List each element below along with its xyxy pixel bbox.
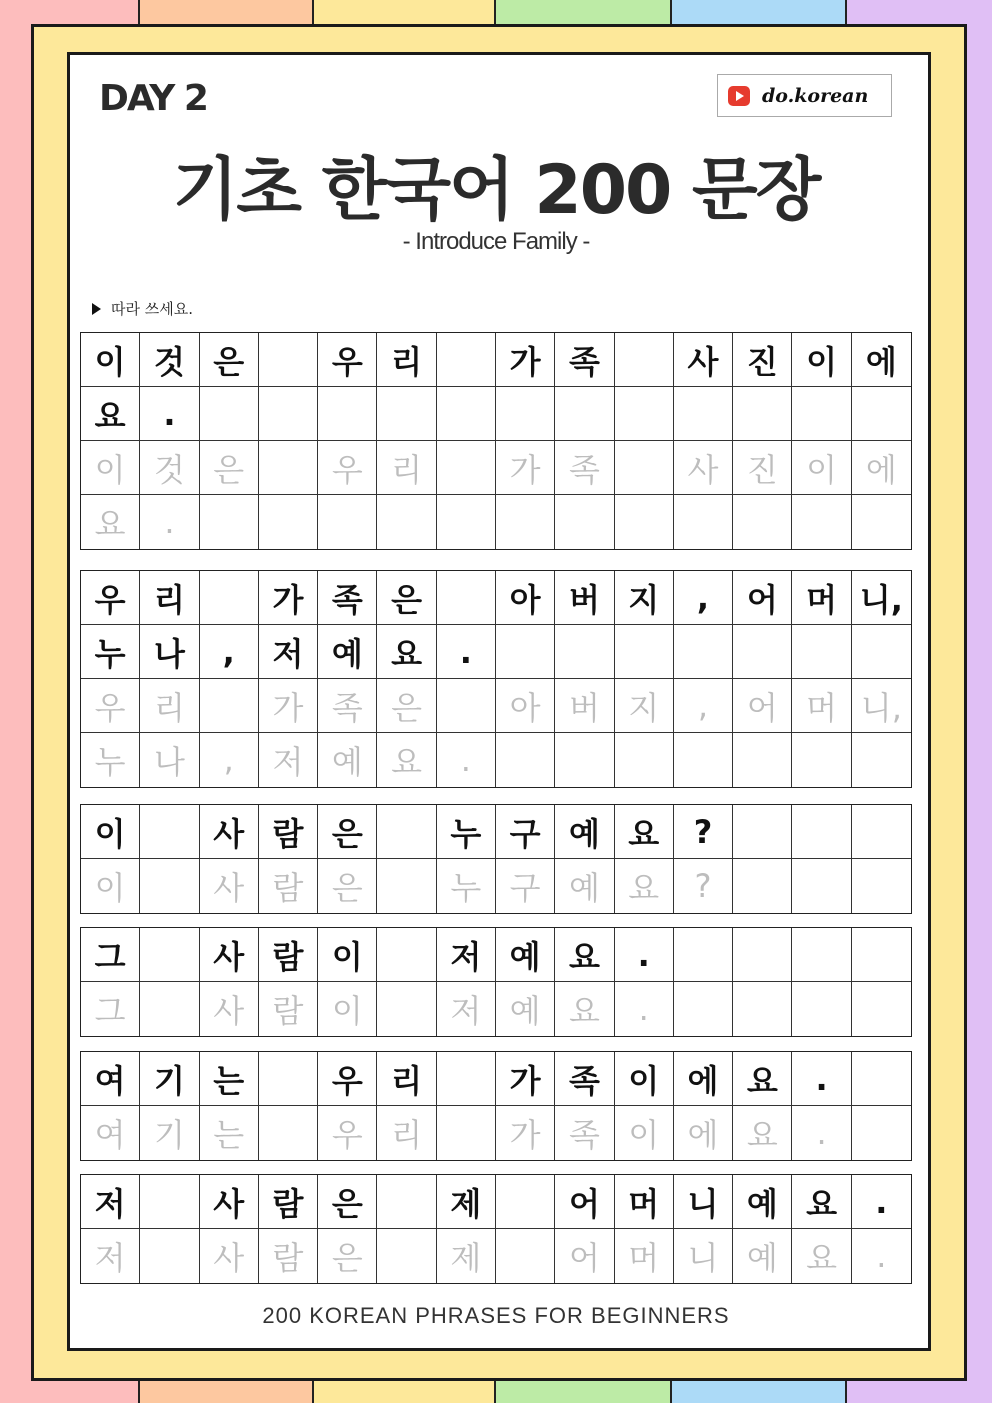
triangle-right-icon (92, 303, 101, 315)
trace-cell[interactable]: 머 (615, 1229, 674, 1283)
model-cell[interactable] (140, 805, 199, 859)
model-cell[interactable]: 예 (555, 805, 614, 859)
youtube-play-icon (728, 86, 750, 106)
trace-cell[interactable]: 저 (437, 982, 496, 1036)
model-cell[interactable]: 이 (81, 333, 140, 387)
model-cell[interactable] (615, 333, 674, 387)
trace-cell[interactable]: 저 (81, 1229, 140, 1283)
model-cell[interactable] (437, 333, 496, 387)
model-cell[interactable]: 요 (377, 625, 436, 679)
model-cell[interactable]: 리 (377, 333, 436, 387)
trace-cell[interactable]: 이 (318, 982, 377, 1036)
trace-cell[interactable]: 저 (259, 733, 318, 787)
model-cell[interactable] (140, 928, 199, 982)
model-cell[interactable] (615, 387, 674, 441)
model-cell[interactable]: 이 (318, 928, 377, 982)
trace-cell[interactable]: 예 (555, 859, 614, 913)
trace-cell[interactable] (733, 495, 792, 549)
model-cell[interactable]: 진 (733, 333, 792, 387)
trace-cell[interactable]: 요 (615, 859, 674, 913)
model-cell[interactable] (674, 387, 733, 441)
model-cell[interactable]: 리 (377, 1052, 436, 1106)
model-cell[interactable] (437, 387, 496, 441)
trace-cell[interactable] (259, 495, 318, 549)
model-cell[interactable] (496, 625, 555, 679)
trace-cell[interactable]: 요 (792, 1229, 851, 1283)
trace-cell[interactable]: 제 (437, 1229, 496, 1283)
trace-cell[interactable]: 에 (852, 441, 911, 495)
trace-cell[interactable]: 니, (852, 679, 911, 733)
model-cell[interactable] (496, 1175, 555, 1229)
model-cell[interactable]: . (437, 625, 496, 679)
model-cell[interactable] (259, 387, 318, 441)
trace-cell[interactable]: 기 (140, 1106, 199, 1160)
model-cell[interactable] (733, 387, 792, 441)
model-cell[interactable]: 에 (674, 1052, 733, 1106)
model-cell[interactable]: 은 (318, 805, 377, 859)
trace-cell[interactable] (496, 495, 555, 549)
model-cell[interactable]: 버 (555, 571, 614, 625)
trace-cell[interactable]: 사 (200, 1229, 259, 1283)
trace-cell[interactable] (852, 733, 911, 787)
trace-cell[interactable] (852, 495, 911, 549)
trace-cell[interactable] (496, 1229, 555, 1283)
trace-cell[interactable]: 지 (615, 679, 674, 733)
trace-cell[interactable] (377, 982, 436, 1036)
trace-cell[interactable]: 아 (496, 679, 555, 733)
page-subtitle: - Introduce Family - (402, 228, 590, 255)
model-cell[interactable]: 사 (200, 805, 259, 859)
model-cell[interactable]: 이 (792, 333, 851, 387)
model-cell[interactable]: 나 (140, 625, 199, 679)
model-cell[interactable]: 이 (615, 1052, 674, 1106)
model-cell[interactable]: 그 (81, 928, 140, 982)
trace-cell[interactable]: 진 (733, 441, 792, 495)
model-cell[interactable] (318, 387, 377, 441)
model-cell[interactable]: 여 (81, 1052, 140, 1106)
model-cell[interactable] (555, 387, 614, 441)
model-cell[interactable]: 것 (140, 333, 199, 387)
model-cell[interactable]: . (792, 1052, 851, 1106)
model-cell[interactable]: 우 (318, 333, 377, 387)
trace-cell[interactable]: 가 (496, 1106, 555, 1160)
model-cell[interactable]: , (200, 625, 259, 679)
trace-cell[interactable]: 람 (259, 1229, 318, 1283)
model-cell[interactable] (733, 928, 792, 982)
trace-cell[interactable]: 이 (792, 441, 851, 495)
trace-cell[interactable]: 누 (437, 859, 496, 913)
trace-cell[interactable]: 족 (318, 679, 377, 733)
instruction-text: 따라 쓰세요. (111, 300, 193, 318)
trace-cell[interactable] (140, 982, 199, 1036)
trace-cell[interactable] (437, 1106, 496, 1160)
model-cell[interactable] (437, 571, 496, 625)
model-cell[interactable]: 니, (852, 571, 911, 625)
trace-cell[interactable]: . (140, 495, 199, 549)
model-cell[interactable]: 는 (200, 1052, 259, 1106)
trace-cell[interactable]: 은 (318, 859, 377, 913)
trace-cell[interactable] (377, 1229, 436, 1283)
trace-cell[interactable]: 어 (733, 679, 792, 733)
trace-cell[interactable] (555, 495, 614, 549)
trace-cell[interactable]: 그 (81, 982, 140, 1036)
trace-cell[interactable]: 나 (140, 733, 199, 787)
trace-cell[interactable]: 요 (377, 733, 436, 787)
model-cell[interactable]: 머 (615, 1175, 674, 1229)
trace-cell[interactable]: 우 (318, 1106, 377, 1160)
trace-cell[interactable] (852, 1106, 911, 1160)
trace-cell[interactable]: 우 (81, 679, 140, 733)
footer-text: 200 KOREAN PHRASES FOR BEGINNERS (262, 1303, 730, 1328)
model-cell[interactable]: 어 (733, 571, 792, 625)
model-cell[interactable]: 예 (733, 1175, 792, 1229)
model-cell[interactable] (852, 928, 911, 982)
trace-cell[interactable]: 가 (259, 679, 318, 733)
model-cell[interactable] (674, 928, 733, 982)
sentence-grid-2 (80, 570, 912, 788)
model-cell[interactable]: 우 (81, 571, 140, 625)
model-cell[interactable] (792, 805, 851, 859)
model-cell[interactable]: 은 (200, 333, 259, 387)
trace-cell[interactable]: 리 (377, 441, 436, 495)
sentence-grid-1 (80, 332, 912, 550)
model-cell[interactable] (792, 387, 851, 441)
model-cell[interactable]: 기 (140, 1052, 199, 1106)
model-cell[interactable]: 누 (437, 805, 496, 859)
trace-cell[interactable]: 이 (81, 859, 140, 913)
trace-cell[interactable]: 는 (200, 1106, 259, 1160)
trace-cell[interactable]: 누 (81, 733, 140, 787)
trace-cell[interactable]: 사 (674, 441, 733, 495)
sentence-grid-6 (80, 1174, 912, 1284)
trace-cell[interactable] (259, 1106, 318, 1160)
model-cell[interactable]: 사 (200, 1175, 259, 1229)
model-cell[interactable]: 요 (555, 928, 614, 982)
trace-cell[interactable] (259, 441, 318, 495)
trace-cell[interactable]: 여 (81, 1106, 140, 1160)
trace-cell[interactable]: . (792, 1106, 851, 1160)
trace-cell[interactable] (437, 495, 496, 549)
model-cell[interactable] (615, 625, 674, 679)
trace-cell[interactable]: 구 (496, 859, 555, 913)
model-cell[interactable] (852, 1052, 911, 1106)
trace-cell[interactable] (318, 495, 377, 549)
model-cell[interactable]: 람 (259, 805, 318, 859)
model-cell[interactable]: 족 (555, 1052, 614, 1106)
trace-cell[interactable] (733, 859, 792, 913)
trace-cell[interactable]: 람 (259, 982, 318, 1036)
trace-cell[interactable] (200, 495, 259, 549)
trace-cell[interactable]: 은 (200, 441, 259, 495)
trace-cell[interactable]: 예 (496, 982, 555, 1036)
model-cell[interactable]: , (674, 571, 733, 625)
trace-cell[interactable]: , (674, 679, 733, 733)
model-cell[interactable] (377, 1175, 436, 1229)
trace-cell[interactable] (852, 982, 911, 1036)
model-cell[interactable]: 제 (437, 1175, 496, 1229)
trace-cell[interactable]: 사 (200, 982, 259, 1036)
sentence-grid-3 (80, 804, 912, 914)
trace-cell[interactable]: 어 (555, 1229, 614, 1283)
model-cell[interactable] (259, 1052, 318, 1106)
model-cell[interactable]: 지 (615, 571, 674, 625)
model-cell[interactable] (852, 387, 911, 441)
model-cell[interactable]: 사 (200, 928, 259, 982)
brand-name: do.korean (762, 84, 869, 107)
model-cell[interactable]: 누 (81, 625, 140, 679)
trace-cell[interactable] (615, 733, 674, 787)
instruction (92, 298, 193, 319)
model-cell[interactable]: 예 (318, 625, 377, 679)
model-cell[interactable] (792, 928, 851, 982)
trace-cell[interactable] (437, 679, 496, 733)
trace-cell[interactable]: 예 (318, 733, 377, 787)
model-cell[interactable]: 람 (259, 1175, 318, 1229)
model-cell[interactable] (852, 625, 911, 679)
trace-cell[interactable]: 이 (615, 1106, 674, 1160)
trace-cell[interactable] (140, 1229, 199, 1283)
model-cell[interactable]: . (140, 387, 199, 441)
model-cell[interactable]: 리 (140, 571, 199, 625)
model-cell[interactable] (496, 387, 555, 441)
model-cell[interactable]: 어 (555, 1175, 614, 1229)
model-cell[interactable]: 에 (852, 333, 911, 387)
model-cell[interactable]: 저 (81, 1175, 140, 1229)
model-cell[interactable]: 요 (81, 387, 140, 441)
model-cell[interactable] (200, 387, 259, 441)
trace-cell[interactable] (615, 441, 674, 495)
model-cell[interactable]: 이 (81, 805, 140, 859)
model-cell[interactable] (200, 571, 259, 625)
trace-cell[interactable]: 람 (259, 859, 318, 913)
model-cell[interactable] (259, 333, 318, 387)
model-cell[interactable]: 가 (496, 333, 555, 387)
trace-cell[interactable]: . (615, 982, 674, 1036)
trace-cell[interactable]: 은 (377, 679, 436, 733)
model-cell[interactable] (377, 805, 436, 859)
trace-cell[interactable]: 것 (140, 441, 199, 495)
trace-cell[interactable]: 이 (81, 441, 140, 495)
model-cell[interactable]: 예 (496, 928, 555, 982)
trace-cell[interactable] (792, 733, 851, 787)
trace-cell[interactable]: 요 (555, 982, 614, 1036)
trace-cell[interactable]: 우 (318, 441, 377, 495)
trace-cell[interactable]: 예 (733, 1229, 792, 1283)
model-cell[interactable]: 가 (259, 571, 318, 625)
trace-cell[interactable] (496, 733, 555, 787)
model-cell[interactable]: 저 (259, 625, 318, 679)
model-cell[interactable]: 아 (496, 571, 555, 625)
trace-cell[interactable]: 족 (555, 441, 614, 495)
trace-cell[interactable] (140, 859, 199, 913)
model-cell[interactable] (555, 625, 614, 679)
model-cell[interactable]: 은 (318, 1175, 377, 1229)
model-cell[interactable]: . (852, 1175, 911, 1229)
trace-cell[interactable] (615, 495, 674, 549)
model-cell[interactable]: 은 (377, 571, 436, 625)
trace-cell[interactable]: , (200, 733, 259, 787)
trace-cell[interactable]: 족 (555, 1106, 614, 1160)
trace-cell[interactable] (852, 859, 911, 913)
model-cell[interactable]: 람 (259, 928, 318, 982)
trace-cell[interactable]: 사 (200, 859, 259, 913)
model-cell[interactable]: 머 (792, 571, 851, 625)
trace-cell[interactable] (377, 495, 436, 549)
trace-cell[interactable]: . (876, 1237, 887, 1275)
trace-cell[interactable]: 요 (733, 1106, 792, 1160)
model-cell[interactable]: 우 (318, 1052, 377, 1106)
trace-cell[interactable] (733, 733, 792, 787)
trace-cell[interactable] (674, 495, 733, 549)
model-cell[interactable]: 요 (615, 805, 674, 859)
trace-cell[interactable]: 니 (674, 1229, 733, 1283)
trace-cell[interactable]: 요 (81, 495, 140, 549)
page-title: 기초 한국어 200 문장 (172, 151, 820, 230)
model-cell[interactable] (140, 1175, 199, 1229)
model-cell[interactable]: 니 (674, 1175, 733, 1229)
model-cell[interactable]: 요 (733, 1052, 792, 1106)
trace-cell[interactable] (377, 859, 436, 913)
trace-cell[interactable] (674, 982, 733, 1036)
model-cell[interactable]: 사 (674, 333, 733, 387)
trace-cell[interactable] (792, 495, 851, 549)
trace-cell[interactable] (555, 733, 614, 787)
day-label: DAY 2 (99, 78, 207, 119)
model-cell[interactable] (377, 387, 436, 441)
trace-cell[interactable] (792, 859, 851, 913)
trace-cell[interactable]: . (437, 733, 496, 787)
model-cell[interactable]: 가 (496, 1052, 555, 1106)
trace-cell[interactable]: 버 (555, 679, 614, 733)
model-cell[interactable]: . (615, 928, 674, 982)
model-cell[interactable] (733, 805, 792, 859)
model-cell[interactable]: 족 (555, 333, 614, 387)
model-cell[interactable]: 저 (437, 928, 496, 982)
trace-cell[interactable]: 가 (496, 441, 555, 495)
model-cell[interactable] (852, 805, 911, 859)
trace-cell[interactable]: 리 (140, 679, 199, 733)
sentence-grid-5 (80, 1051, 912, 1161)
brand-logo (717, 74, 892, 117)
model-cell[interactable]: ? (674, 805, 733, 859)
trace-cell[interactable]: 은 (318, 1229, 377, 1283)
model-cell[interactable] (377, 928, 436, 982)
model-cell[interactable] (792, 625, 851, 679)
trace-cell[interactable] (200, 679, 259, 733)
model-cell[interactable]: 요 (792, 1175, 851, 1229)
model-cell[interactable]: 구 (496, 805, 555, 859)
trace-cell[interactable] (792, 982, 851, 1036)
model-cell[interactable] (733, 625, 792, 679)
trace-cell[interactable]: ? (674, 859, 733, 913)
model-cell[interactable] (674, 625, 733, 679)
trace-cell[interactable] (437, 441, 496, 495)
trace-cell[interactable]: 리 (377, 1106, 436, 1160)
sentence-grid-4 (80, 927, 912, 1037)
trace-cell[interactable] (674, 733, 733, 787)
model-cell[interactable] (437, 1052, 496, 1106)
trace-cell[interactable]: 에 (674, 1106, 733, 1160)
trace-cell[interactable] (733, 982, 792, 1036)
trace-cell[interactable]: 머 (792, 679, 851, 733)
model-cell[interactable]: 족 (318, 571, 377, 625)
